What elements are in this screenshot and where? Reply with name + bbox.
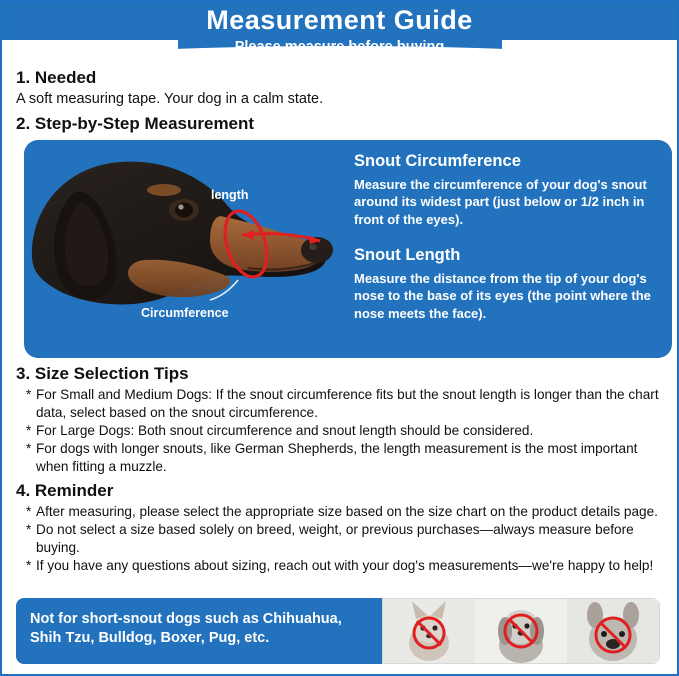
needed-text: A soft measuring tape. Your dog in a calm state. (16, 91, 324, 107)
dog-illustration (24, 140, 344, 358)
list-item: * For Large Dogs: Both snout circumference and snout length should be considered. (26, 422, 663, 439)
short-snout-warning-box (16, 598, 660, 664)
shih-tzu-illustration (475, 599, 567, 663)
excluded-breed-photos (382, 598, 660, 664)
header-banner (2, 2, 677, 54)
list-item: * Do not select a size based solely on breed, weight, or previous purchases—always measure before buying. (26, 521, 663, 556)
warning-line-2: Shih Tzu, Bulldog, Boxer, Pug, etc. (30, 629, 270, 646)
list-item: * For Small and Medium Dogs: If the snout circumference fits but the snout length is longer than the chart data, select based on the snout circumference. (26, 386, 663, 421)
measurement-diagram-panel (24, 140, 672, 358)
list-item: * For dogs with longer snouts, like German Shepherds, the length measurement is the most important when fitting a muzzle. (26, 440, 663, 475)
snout-circumference-title: Snout Circumference (354, 152, 521, 171)
section-heading-reminder: 4. Reminder (16, 481, 114, 501)
bulldog-illustration (567, 599, 659, 663)
list-item: * If you have any questions about sizing, reach out with your dog's measurements—we're happy to help! (26, 557, 663, 574)
page-title: Measurement Guide (206, 5, 473, 35)
shih-tzu-photo (475, 599, 567, 663)
snout-length-title: Snout Length (354, 245, 461, 264)
section-heading-measurement: 2. Step-by-Step Measurement (16, 114, 255, 134)
diagram-label-length: length (211, 188, 249, 203)
diagram-label-circumference: Circumference (141, 306, 229, 321)
size-tips-list (16, 386, 663, 475)
warning-line-1: Not for short-snout dogs such as Chihuahua, (30, 611, 342, 627)
banner-corner-right (502, 40, 678, 54)
measurement-instructions (354, 152, 660, 322)
list-item: * After measuring, please select the appropriate size based on the size chart on the product details page. (26, 503, 663, 520)
dog-head-photo (24, 140, 354, 358)
reminder-list (16, 503, 663, 575)
section-heading-size-tips: 3. Size Selection Tips (16, 364, 189, 384)
chihuahua-illustration (383, 599, 475, 663)
warning-text (16, 598, 382, 664)
section-heading-needed: 1. Needed (16, 68, 97, 87)
banner-corner-left (2, 40, 178, 54)
snout-circumference-text: Measure the circumference of your dog's snout around its widest part (just below or 1/2 inch in front of the eyes). (354, 177, 647, 227)
snout-length-text: Measure the distance from the tip of your dog's nose to the base of its eyes (the point where the nose meets the face). (354, 270, 651, 321)
french-bulldog-photo (567, 599, 659, 663)
chihuahua-photo (383, 599, 475, 663)
guide-content (2, 54, 677, 575)
